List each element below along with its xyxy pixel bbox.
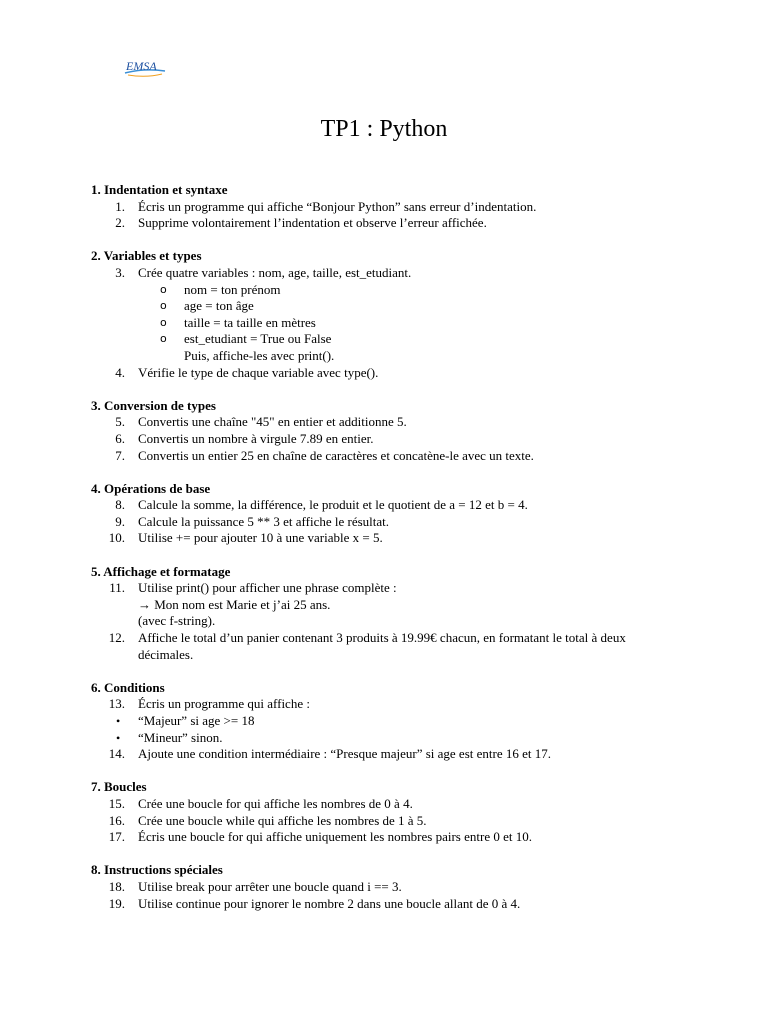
item-number: 3.	[115, 264, 125, 280]
list-item	[91, 829, 691, 846]
list-item	[91, 265, 691, 282]
item-text: Convertis une chaîne "45" en entier et additionne 5.	[138, 414, 407, 430]
item-text: Écris un programme qui affiche “Bonjour Python” sans erreur d’indentation.	[138, 198, 537, 214]
list-item	[91, 630, 691, 647]
list-item	[91, 497, 691, 514]
list-item	[91, 896, 691, 913]
circle-bullet-icon: o	[160, 332, 167, 346]
item-text: Supprime volontairement l’indentation et observe l’erreur affichée.	[138, 215, 487, 231]
section-heading: 8. Instructions spéciales	[91, 862, 223, 878]
section-heading: 2. Variables et types	[91, 248, 202, 264]
item-number: 14.	[108, 746, 125, 762]
list-item	[91, 215, 691, 232]
item-text: Convertis un entier 25 en chaîne de caractères et concatène-le avec un texte.	[138, 447, 534, 463]
bullet-text: “Mineur” sinon.	[138, 729, 223, 745]
item-number: 8.	[115, 497, 125, 513]
item-number: 7.	[115, 447, 125, 463]
sub-item	[91, 298, 691, 315]
item-number: 19.	[108, 895, 125, 911]
list-item	[91, 879, 691, 896]
section-formatting	[91, 564, 691, 664]
item-number: 17.	[108, 829, 125, 845]
item-number: 1.	[115, 198, 125, 214]
sub-item-text: est_etudiant = True ou False	[184, 331, 332, 347]
list-item	[91, 365, 691, 382]
svg-text:EMSA: EMSA	[126, 59, 157, 73]
list-item	[91, 514, 691, 531]
page-title: TP1 : Python	[320, 116, 448, 142]
item-text: Crée quatre variables : nom, age, taille, est_etudiant.	[138, 264, 412, 280]
item-text: Affiche le total d’un panier contenant 3 produits à 19.99€ chacun, en formatant le total à deux	[138, 630, 626, 646]
bullet-item	[91, 713, 691, 730]
sub-item	[91, 331, 691, 348]
sub-item-text: age = ton âge	[184, 298, 254, 314]
list-item	[91, 580, 691, 597]
list-item	[91, 796, 691, 813]
list-item	[91, 431, 691, 448]
list-item	[91, 746, 691, 763]
section-heading: 3. Conversion de types	[91, 397, 216, 413]
bullet-text: “Majeur” si age >= 18	[138, 713, 255, 728]
item-number: 18.	[108, 878, 125, 894]
section-heading: 7. Boucles	[91, 779, 147, 795]
logo	[122, 56, 168, 82]
item-continuation: Puis, affiche-les avec print().	[184, 347, 335, 363]
bullet-item	[91, 730, 691, 747]
sub-item-text: nom = ton prénom	[184, 281, 281, 297]
item-text: Convertis un nombre à virgule 7.89 en entier.	[138, 430, 374, 446]
item-number: 6.	[115, 430, 125, 446]
item-number: 5.	[115, 414, 125, 430]
circle-bullet-icon: o	[160, 315, 167, 329]
list-item	[91, 448, 691, 465]
item-text: Crée une boucle while qui affiche les nombres de 1 à 5.	[138, 812, 427, 828]
section-conversion	[91, 398, 691, 464]
item-number: 4.	[115, 364, 125, 380]
section-heading: 5. Affichage et formatage	[91, 563, 231, 579]
item-text: Écris un programme qui affiche :	[138, 696, 310, 712]
item-text: Utilise += pour ajouter 10 à une variable x = 5.	[138, 530, 383, 546]
item-number: 15.	[108, 795, 125, 811]
item-continuation: (avec f-string).	[138, 613, 216, 629]
item-text: Vérifie le type de chaque variable avec type().	[138, 364, 379, 380]
item-text: Utilise continue pour ignorer le nombre 2 dans une boucle allant de 0 à 4.	[138, 895, 521, 911]
exercise-list	[91, 182, 691, 912]
section-loops	[91, 779, 691, 845]
item-text: Ajoute une condition intermédiaire : “Presque majeur” si age est entre 16 et 17.	[138, 746, 551, 762]
item-number: 2.	[115, 215, 125, 231]
section-operations	[91, 481, 691, 547]
item-text: Calcule la somme, la différence, le produit et le quotient de a = 12 et b = 4.	[138, 497, 528, 513]
section-indentation	[91, 182, 691, 232]
list-item	[91, 696, 691, 713]
bullet-dot-icon: •	[116, 730, 121, 745]
list-item	[91, 530, 691, 547]
list-item	[91, 414, 691, 431]
item-number: 10.	[108, 530, 125, 546]
list-item	[91, 813, 691, 830]
sub-item	[91, 282, 691, 299]
item-text: Utilise print() pour afficher une phrase complète :	[138, 580, 397, 596]
section-conditions	[91, 680, 691, 763]
circle-bullet-icon: o	[160, 299, 167, 313]
item-number: 16.	[108, 812, 125, 828]
item-number: 12.	[108, 630, 125, 646]
section-heading: 1. Indentation et syntaxe	[91, 182, 228, 197]
item-continuation: → Mon nom est Marie et j’ai 25 ans.	[138, 596, 331, 612]
section-heading: 6. Conditions	[91, 679, 165, 695]
circle-bullet-icon: o	[160, 282, 167, 296]
item-text: Calcule la puissance 5 ** 3 et affiche le résultat.	[138, 513, 389, 529]
sub-item	[91, 315, 691, 332]
item-number: 9.	[115, 513, 125, 529]
section-variables	[91, 248, 691, 381]
item-number: 13.	[108, 696, 125, 712]
item-text: Crée une boucle for qui affiche les nombres de 0 à 4.	[138, 795, 413, 811]
item-continuation: décimales.	[138, 646, 194, 662]
item-text: Utilise break pour arrêter une boucle quand i == 3.	[138, 878, 402, 894]
sub-item-text: taille = ta taille en mètres	[184, 314, 316, 330]
item-text: Écris une boucle for qui affiche uniquement les nombres pairs entre 0 et 10.	[138, 829, 532, 845]
bullet-dot-icon: •	[116, 714, 121, 728]
section-heading: 4. Opérations de base	[91, 480, 211, 496]
item-number: 11.	[109, 580, 125, 596]
section-special	[91, 862, 691, 912]
list-item	[91, 199, 691, 216]
